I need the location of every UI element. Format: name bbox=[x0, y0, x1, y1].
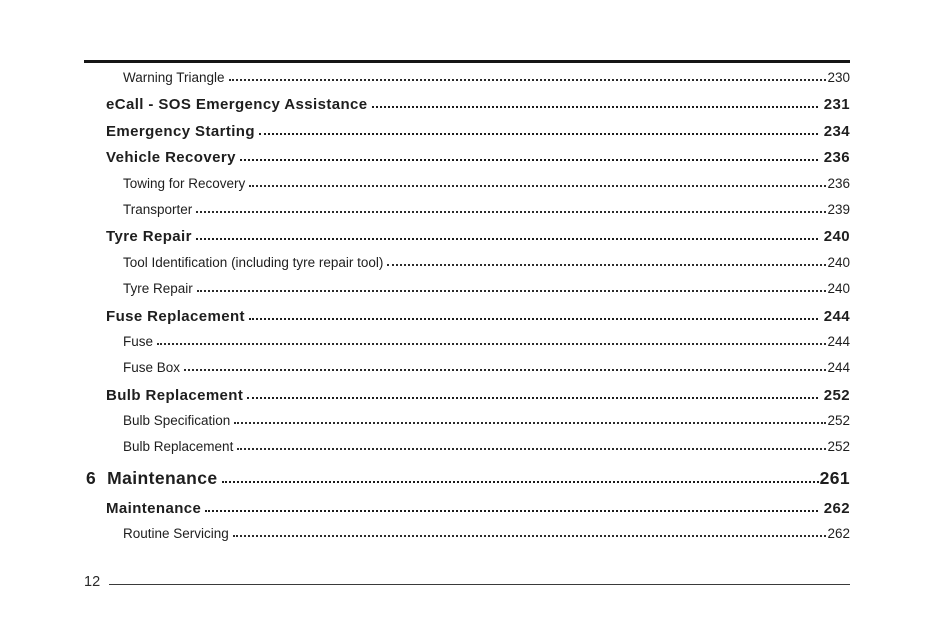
toc-entry-page: 239 bbox=[827, 201, 850, 217]
toc-entry bbox=[84, 281, 850, 307]
toc-entry-page: 252 bbox=[827, 413, 850, 429]
toc-entry-label: Emergency Starting bbox=[106, 122, 255, 140]
toc-entry bbox=[84, 413, 850, 439]
toc-entry-label: Routine Servicing bbox=[123, 526, 229, 542]
dot-leader bbox=[247, 397, 818, 399]
dot-leader bbox=[184, 369, 826, 371]
toc-entry-label: Vehicle Recovery bbox=[106, 149, 236, 167]
dot-leader bbox=[222, 481, 819, 483]
dot-leader bbox=[240, 159, 818, 161]
toc-entry-label: Transporter bbox=[123, 201, 193, 217]
toc-entry-page: 252 bbox=[827, 439, 850, 455]
toc-entry-label: Tyre Repair bbox=[106, 228, 192, 246]
toc-entry bbox=[84, 70, 850, 96]
toc-entry bbox=[84, 202, 850, 228]
toc-entry bbox=[84, 526, 850, 552]
toc-entry-page: 230 bbox=[827, 70, 850, 85]
toc-entry-page: 236 bbox=[827, 175, 850, 191]
dot-leader bbox=[237, 448, 826, 450]
toc-entry-label: Bulb Specification bbox=[123, 413, 231, 429]
toc-entry bbox=[84, 149, 850, 175]
toc-entry bbox=[84, 228, 850, 254]
toc-entry bbox=[84, 468, 850, 498]
toc-entry bbox=[84, 96, 850, 122]
dot-leader bbox=[372, 106, 818, 108]
toc-entry-page: 244 bbox=[823, 307, 850, 325]
toc-entry-page: 244 bbox=[827, 333, 850, 349]
dot-leader bbox=[387, 264, 826, 266]
toc-entry-page: 262 bbox=[823, 499, 850, 517]
dot-leader bbox=[259, 133, 818, 135]
footer-page-number: 12 bbox=[84, 574, 101, 590]
toc-entry bbox=[84, 387, 850, 413]
toc-entry-page: 231 bbox=[823, 96, 850, 114]
toc-chapter-number: 6 bbox=[86, 467, 97, 488]
dot-leader bbox=[197, 290, 827, 292]
dot-leader bbox=[196, 211, 826, 213]
toc-entry-page: 240 bbox=[827, 281, 850, 297]
toc-entry bbox=[84, 439, 850, 465]
toc-entry-page: 236 bbox=[823, 149, 850, 167]
toc-entry bbox=[84, 255, 850, 281]
dot-leader bbox=[234, 422, 826, 424]
toc-entry-label: Bulb Replacement bbox=[106, 386, 244, 404]
toc-entry-page: 244 bbox=[827, 360, 850, 376]
toc-entry-label: Fuse Box bbox=[123, 360, 181, 376]
dot-leader bbox=[196, 238, 818, 240]
toc-entry-label: Towing for Recovery bbox=[123, 175, 246, 191]
dot-leader bbox=[249, 318, 818, 320]
toc-list bbox=[84, 63, 850, 553]
toc-entry-label: Fuse bbox=[123, 333, 154, 349]
toc-entry-label: Maintenance bbox=[107, 467, 218, 488]
toc-entry-label: Tool Identification (including tyre repair tool) bbox=[123, 254, 384, 270]
dot-leader bbox=[249, 185, 826, 187]
toc-entry-label: Maintenance bbox=[106, 499, 202, 517]
toc-entry bbox=[84, 334, 850, 360]
toc-entry-label: Fuse Replacement bbox=[106, 307, 245, 325]
page-footer bbox=[84, 574, 850, 590]
toc-entry-page: 261 bbox=[819, 467, 850, 488]
toc-page bbox=[84, 0, 850, 553]
toc-entry-label: eCall - SOS Emergency Assistance bbox=[106, 96, 368, 114]
toc-entry-page: 240 bbox=[823, 228, 850, 246]
toc-entry-page: 234 bbox=[823, 122, 850, 140]
dot-leader bbox=[205, 510, 818, 512]
toc-entry-label: Bulb Replacement bbox=[123, 439, 234, 455]
footer-rule bbox=[109, 584, 850, 585]
toc-entry bbox=[84, 360, 850, 386]
dot-leader bbox=[229, 79, 827, 81]
toc-entry bbox=[84, 500, 850, 526]
toc-entry-label: Tyre Repair bbox=[123, 281, 193, 297]
toc-entry bbox=[84, 123, 850, 149]
toc-entry-page: 262 bbox=[827, 526, 850, 542]
dot-leader bbox=[233, 535, 827, 537]
dot-leader bbox=[157, 343, 826, 345]
toc-entry-page: 252 bbox=[823, 386, 850, 404]
toc-entry bbox=[84, 308, 850, 334]
toc-entry bbox=[84, 176, 850, 202]
toc-entry-page: 240 bbox=[827, 254, 850, 270]
toc-entry-label: Warning Triangle bbox=[123, 70, 225, 85]
